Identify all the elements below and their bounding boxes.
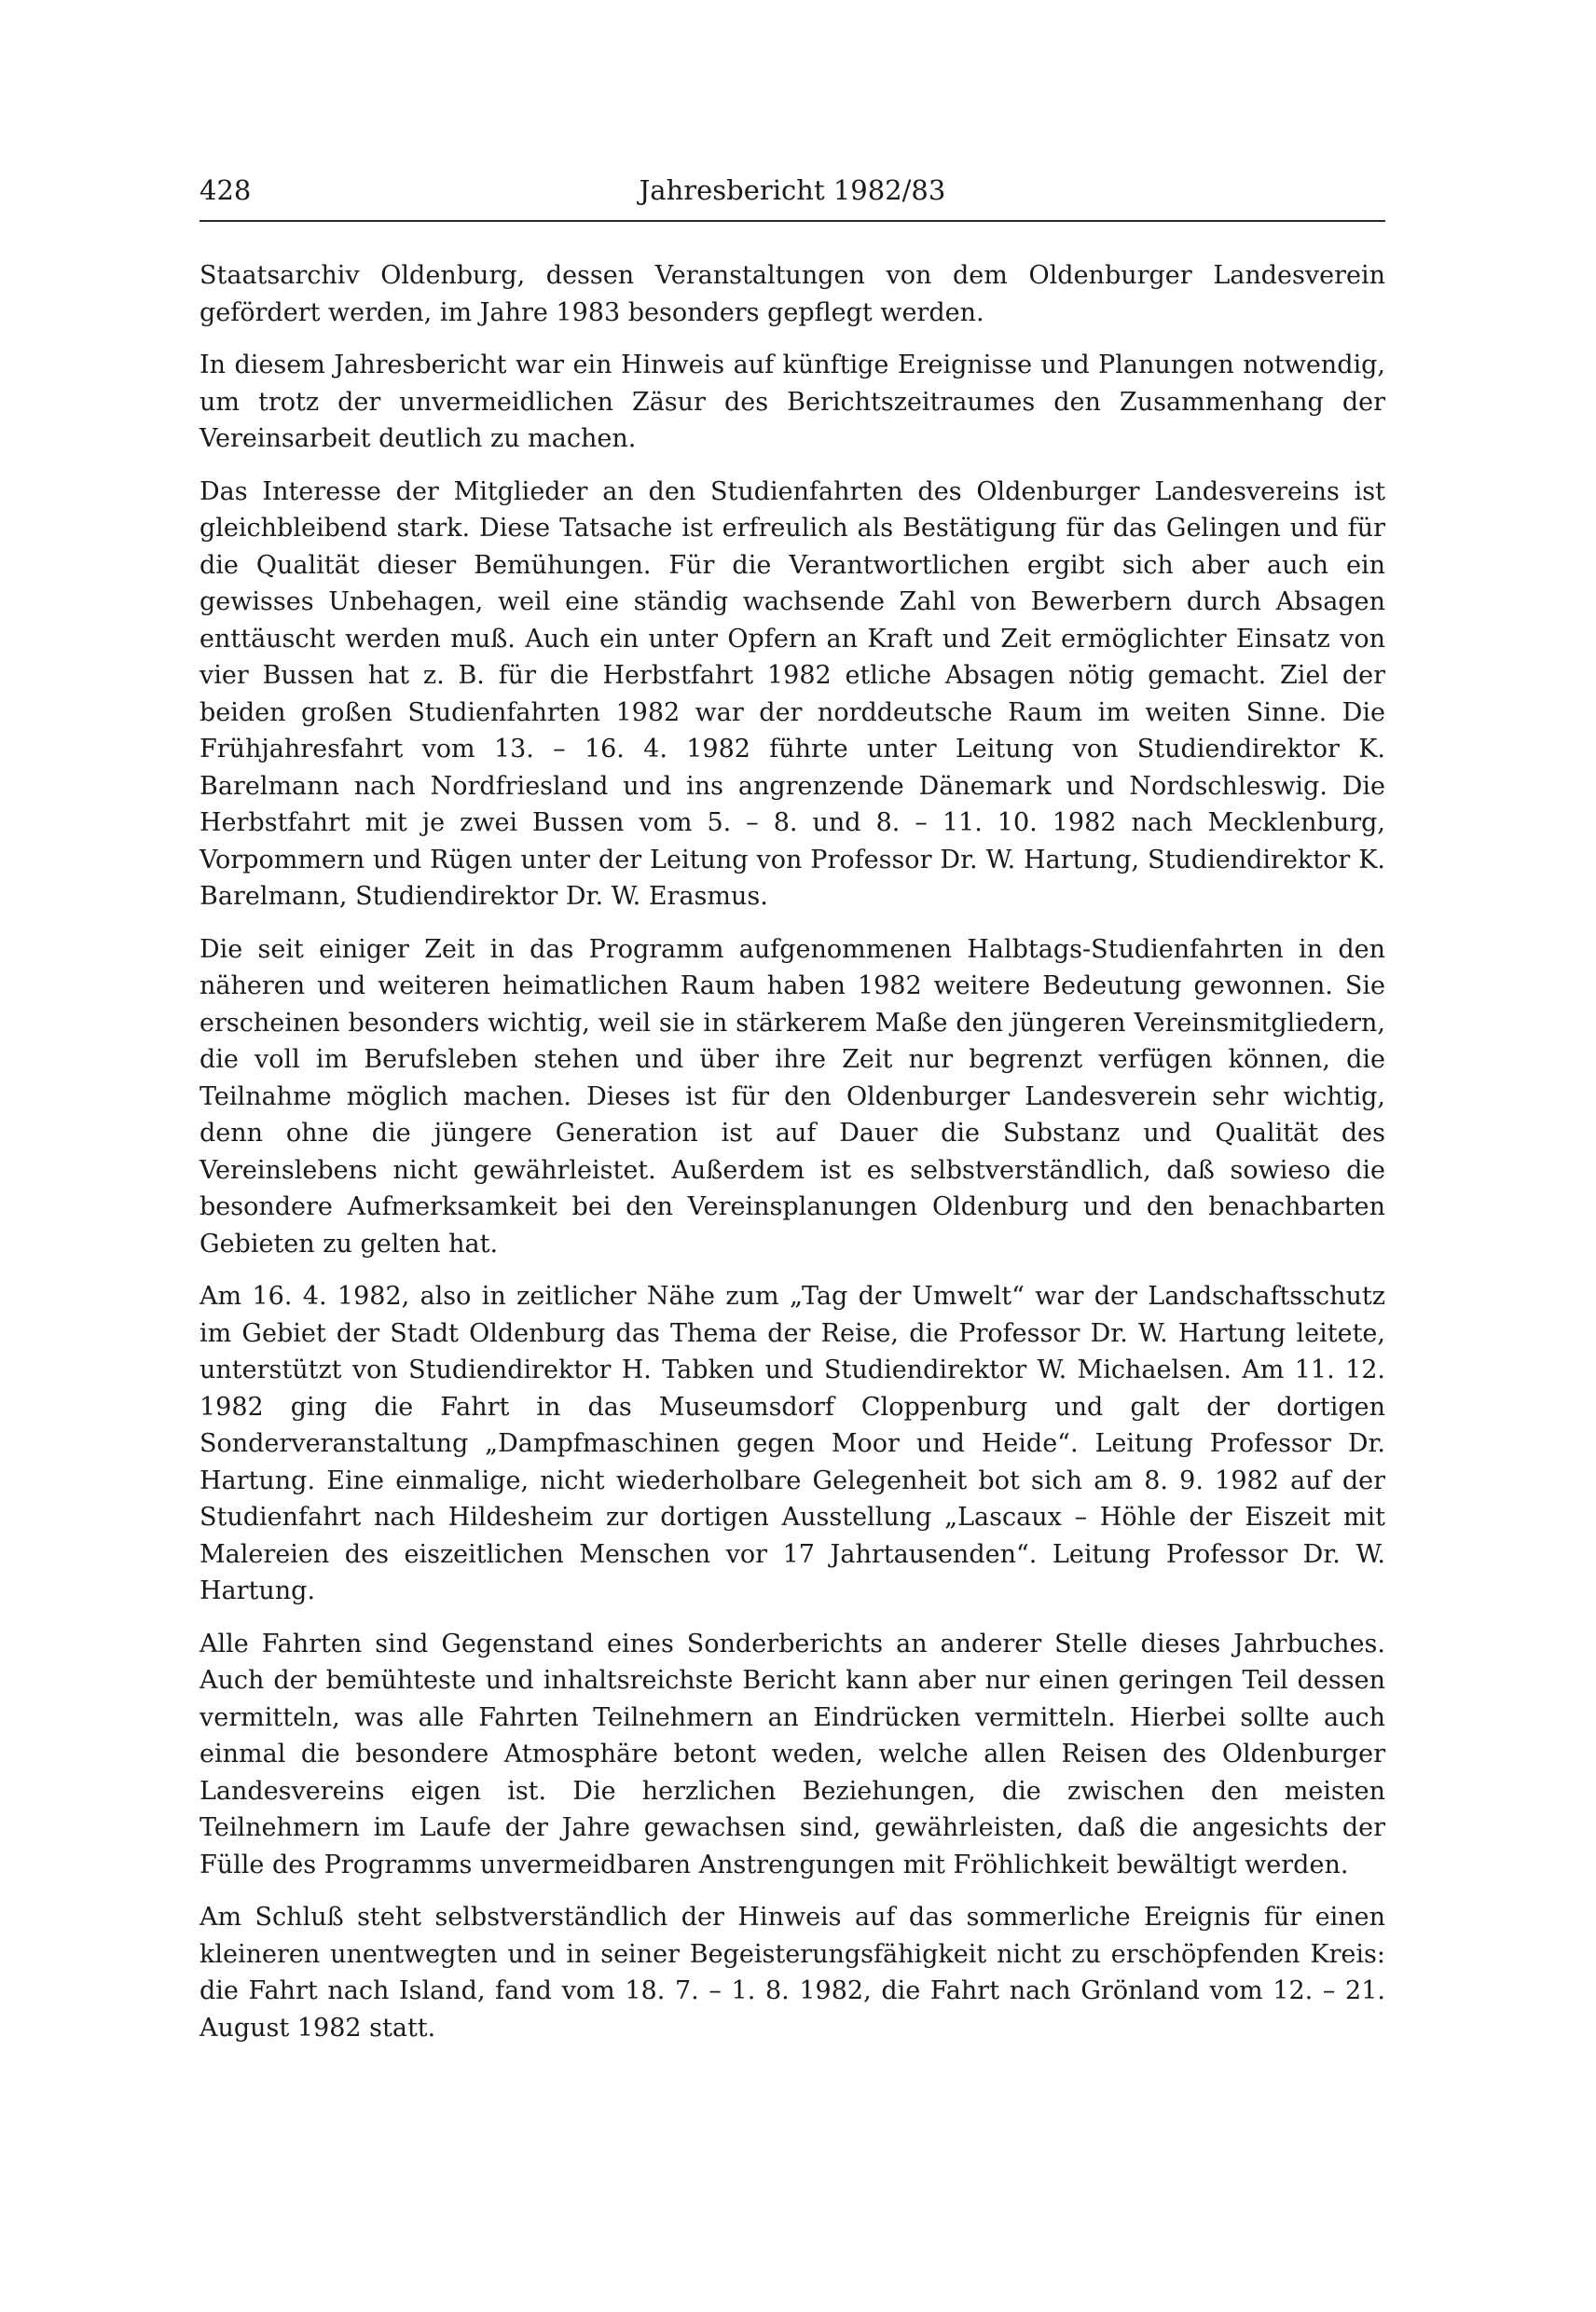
paragraph: Das Interesse der Mitglieder an den Studienfahrten des Oldenburger Landesvereins ist gleichbleibend stark. Diese Tatsache ist erfreulich als Bestätigung für das Gelingen und für die Qualität dieser Bemühungen. Für die Verantwortlichen ergibt sich aber auch ein gewisses Unbehagen, weil eine ständig wachsende Zahl von Bewerbern durch Absagen enttäuscht werden muß. Auch ein unter Opfern an Kraft und Zeit ermöglichter Einsatz von vier Bussen hat z. B. für die Herbstfahrt 1982 etliche Absagen nötig gemacht. Ziel der beiden großen Studienfahrten 1982 war der norddeutsche Raum im weiten Sinne. Die Frühjahresfahrt vom 13. – 16. 4. 1982 führte unter Leitung von Studiendirektor K. Barelmann nach Nordfriesland und ins angrenzende Dänemark und Nordschleswig. Die Herbstfahrt mit je zwei Bussen vom 5. – 8. und 8. – 11. 10. 1982 nach Mecklenburg, Vorpommern und Rügen unter der Leitung von Professor Dr. W. Hartung, Studiendirektor K. Barelmann, Studiendirektor Dr. W. Erasmus. [200,476,1385,911]
body-text [200,257,1385,2062]
header-rule [200,220,1385,222]
paragraph: Staatsarchiv Oldenburg, dessen Veranstaltungen von dem Oldenburger Landesverein gefördert werden, im Jahre 1983 besonders gepflegt werden. [200,261,1385,327]
paragraph: Die seit einiger Zeit in das Programm aufgenommenen Halbtags-Studienfahrten in den näheren und weiteren heimatlichen Raum haben 1982 weitere Bedeutung gewonnen. Sie erscheinen besonders wichtig, weil sie in stärkerem Maße den jüngeren Vereinsmitgliedern, die voll im Berufsleben stehen und über ihre Zeit nur begrenzt verfügen können, die Teilnahme möglich machen. Dieses ist für den Oldenburger Landesverein sehr wichtig, denn ohne die jüngere Generation ist auf Dauer die Substanz und Qualität des Vereinslebens nicht gewährleistet. Außerdem ist es selbstverständlich, daß sowieso die besondere Aufmerksamkeit bei den Vereinsplanungen Oldenburg und den benachbarten Gebieten zu gelten hat. [200,934,1385,1259]
page-header [200,168,1385,213]
page-number: 428 [200,174,252,206]
paragraph: Am 16. 4. 1982, also in zeitlicher Nähe zum „Tag der Umwelt“ war der Landschaftsschutz im Gebiet der Stadt Oldenburg das Thema der Reise, die Professor Dr. W. Hartung leitete, unterstützt von Studiendirektor H. Tabken und Studiendirektor W. Michaelsen. Am 11. 12. 1982 ging die Fahrt in das Museumsdorf Cloppenburg und galt der dortigen Sonderveranstaltung „Dampfmaschinen gegen Moor und Heide“. Leitung Professor Dr. Hartung. Eine einmalige, nicht wiederholbare Gelegenheit bot sich am 8. 9. 1982 auf der Studienfahrt nach Hildesheim zur dortigen Ausstellung „Lascaux – Höhle der Eiszeit mit Malereien des eiszeitlichen Menschen vor 17 Jahrtausenden“. Leitung Professor Dr. W. Hartung. [200,1282,1385,1605]
running-title: Jahresbericht 1982/83 [639,174,946,206]
paragraph: Alle Fahrten sind Gegenstand eines Sonderberichts an anderer Stelle dieses Jahrbuches. Auch der bemühteste und inhaltsreichste Bericht kann aber nur einen geringen Teil dessen vermitteln, was alle Fahrten Teilnehmern an Eindrücken vermitteln. Hierbei sollte auch einmal die besondere Atmosphäre betont weden, welche allen Reisen des Oldenburger Landesvereins eigen ist. Die herzlichen Beziehungen, die zwischen den meisten Teilnehmern im Laufe der Jahre gewachsen sind, gewährleisten, daß die angesichts der Fülle des Programms unvermeidbaren Anstrengungen mit Fröhlichkeit bewältigt werden. [200,1629,1385,1879]
paragraph: Am Schluß steht selbstverständlich der Hinweis auf das sommerliche Ereignis für einen kleineren unentwegten und in seiner Begeisterungsfähigkeit nicht zu erschöpfenden Kreis: die Fahrt nach Island, fand vom 18. 7. – 1. 8. 1982, die Fahrt nach Grönland vom 12. – 21. August 1982 statt. [200,1903,1385,2043]
paragraph: In diesem Jahresbericht war ein Hinweis auf künftige Ereignisse und Planungen notwendig, um trotz der unvermeidlichen Zäsur des Berichtszeitraumes den Zusammenhang der Vereinsarbeit deutlich zu machen. [200,351,1385,453]
